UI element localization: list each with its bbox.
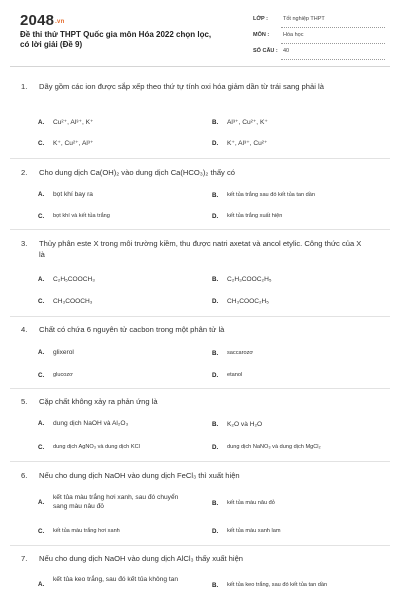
option-text: K₂O và H₂O [227,421,263,428]
option-text: Cu²⁺, Al³⁺, K⁺ [53,119,94,126]
option-text: dung dịch NaNO₃ và dung dịch MgCl₂ [227,444,321,450]
question-divider [10,158,390,159]
option-letter: D. [212,444,219,451]
meta-label: SỐ CÂU : [253,48,278,54]
option-text: saccarozơ [227,350,254,356]
option-letter: D. [212,213,219,220]
question-number: 3. [21,239,28,248]
option-letter: C. [38,528,45,535]
question-text: Cặp chất không xảy ra phản ứng là [39,397,158,406]
meta-value: Hóa học [283,32,304,38]
question-divider [10,545,390,546]
question-divider [10,388,390,389]
question-text: Cho dung dịch Ca(OH)₂ vào dung dịch Ca(HCO₃)₂ thấy có [39,168,235,177]
option-text: C₂H₅COOCH₃ [53,276,95,283]
question-divider [10,229,390,230]
option-letter: C. [38,213,45,220]
option-letter: A. [38,191,45,198]
header-divider [10,66,390,67]
site-logo[interactable] [20,12,64,29]
option-text: etanol [227,372,243,378]
option-letter: A. [38,276,45,283]
meta-value: 40 [283,48,290,54]
option-letter: A. [38,581,45,588]
option-letter: D. [212,528,219,535]
meta-label: MÔN : [253,32,270,38]
question-text: Nếu cho dung dịch NaOH vào dung dịch AlCl₃ thấy xuất hiện [39,554,244,563]
option-text: Al³⁺, Cu²⁺, K⁺ [227,119,268,126]
option-text: kết tủa trắng xuất hiện [227,213,283,219]
meta-row-class [253,14,393,30]
logo-text: 2048 [20,12,55,29]
option-letter: D. [212,372,219,379]
option-text: K⁺, Al³⁺, Cu²⁺ [227,140,268,147]
option-letter: B. [212,421,219,428]
option-letter: B. [212,276,219,283]
option-text: bọt khí và kết tủa trắng [53,213,110,219]
question-divider [10,461,390,462]
option-text: CH₃COOCH₃ [53,298,93,305]
option-text: dung dịch AgNO₃ và dung dịch KCl [53,444,140,450]
logo-suffix: .vn [55,19,65,25]
option-letter: A. [38,119,45,126]
question-number: 2. [21,168,28,177]
option-letter: A. [38,420,45,427]
option-letter: B. [212,582,219,589]
question-text: Chất có chứa 6 nguyên tử cacbon trong một phân tử là [39,325,225,334]
question-divider [10,316,390,317]
option-text: C₂H₃COOC₂H₅ [227,276,272,283]
question-text: Thủy phân este X trong môi trường kiềm, thu được natri axetat và ancol etylic. Công thức của X là [39,239,362,259]
option-text: glixerol [53,349,74,356]
option-letter: A. [38,499,45,506]
meta-value: Tốt nghiệp THPT [283,16,325,22]
option-text: kết tủa keo trắng, sau đó kết tủa không tan [53,576,179,583]
meta-row-subject [253,30,393,46]
option-text: kết tủa trắng sau đó kết tủa tan dần [227,192,316,198]
option-text: kết tủa màu xanh lam [227,528,281,534]
option-text: dung dịch NaOH và Al₂O₃ [53,420,129,427]
meta-row-question-count [253,46,393,62]
meta-underline [281,43,385,44]
meta-underline [281,59,385,60]
option-letter: B. [212,192,219,199]
question-number: 5. [21,397,28,406]
option-letter: B. [212,350,219,357]
question-text: Dãy gồm các ion được sắp xếp theo thứ tự tính oxi hóa giảm dần từ trái sang phải là [39,82,324,91]
option-text: bọt khí bay ra [53,191,93,198]
document-title: Đề thi thử THPT Quốc gia môn Hóa 2022 chọn lọc, có lời giải (Đề 9) [20,30,212,49]
option-letter: A. [38,349,45,356]
exam-meta [253,14,393,62]
option-letter: C. [38,372,45,379]
option-text: kết tủa màu trắng hơi xanh, sau đó chuyển sang màu nâu đỏ [53,494,179,510]
question-text: Nếu cho dung dịch NaOH vào dung dịch FeCl₃ thì xuất hiện [39,471,240,480]
option-text: CH₃COOC₂H₅ [227,298,269,305]
option-text: kết tủa màu trắng hơi xanh [53,528,120,534]
option-letter: D. [212,140,219,147]
option-letter: B. [212,119,219,126]
question-number: 1. [21,82,28,91]
option-text: K⁺, Cu²⁺, Al³⁺ [53,140,94,147]
option-text: kết tủa keo trắng, sau đó kết tủa tan dần [227,582,328,588]
option-letter: C. [38,140,45,147]
option-letter: C. [38,298,45,305]
meta-underline [281,27,385,28]
option-letter: B. [212,500,219,507]
option-text: glucozơ [53,372,73,378]
option-letter: D. [212,298,219,305]
question-number: 4. [21,325,28,334]
question-number: 7. [21,554,28,563]
option-text: kết tủa màu nâu đỏ [227,500,275,506]
meta-label: LỚP : [253,16,268,22]
option-letter: C. [38,444,45,451]
question-number: 6. [21,471,28,480]
